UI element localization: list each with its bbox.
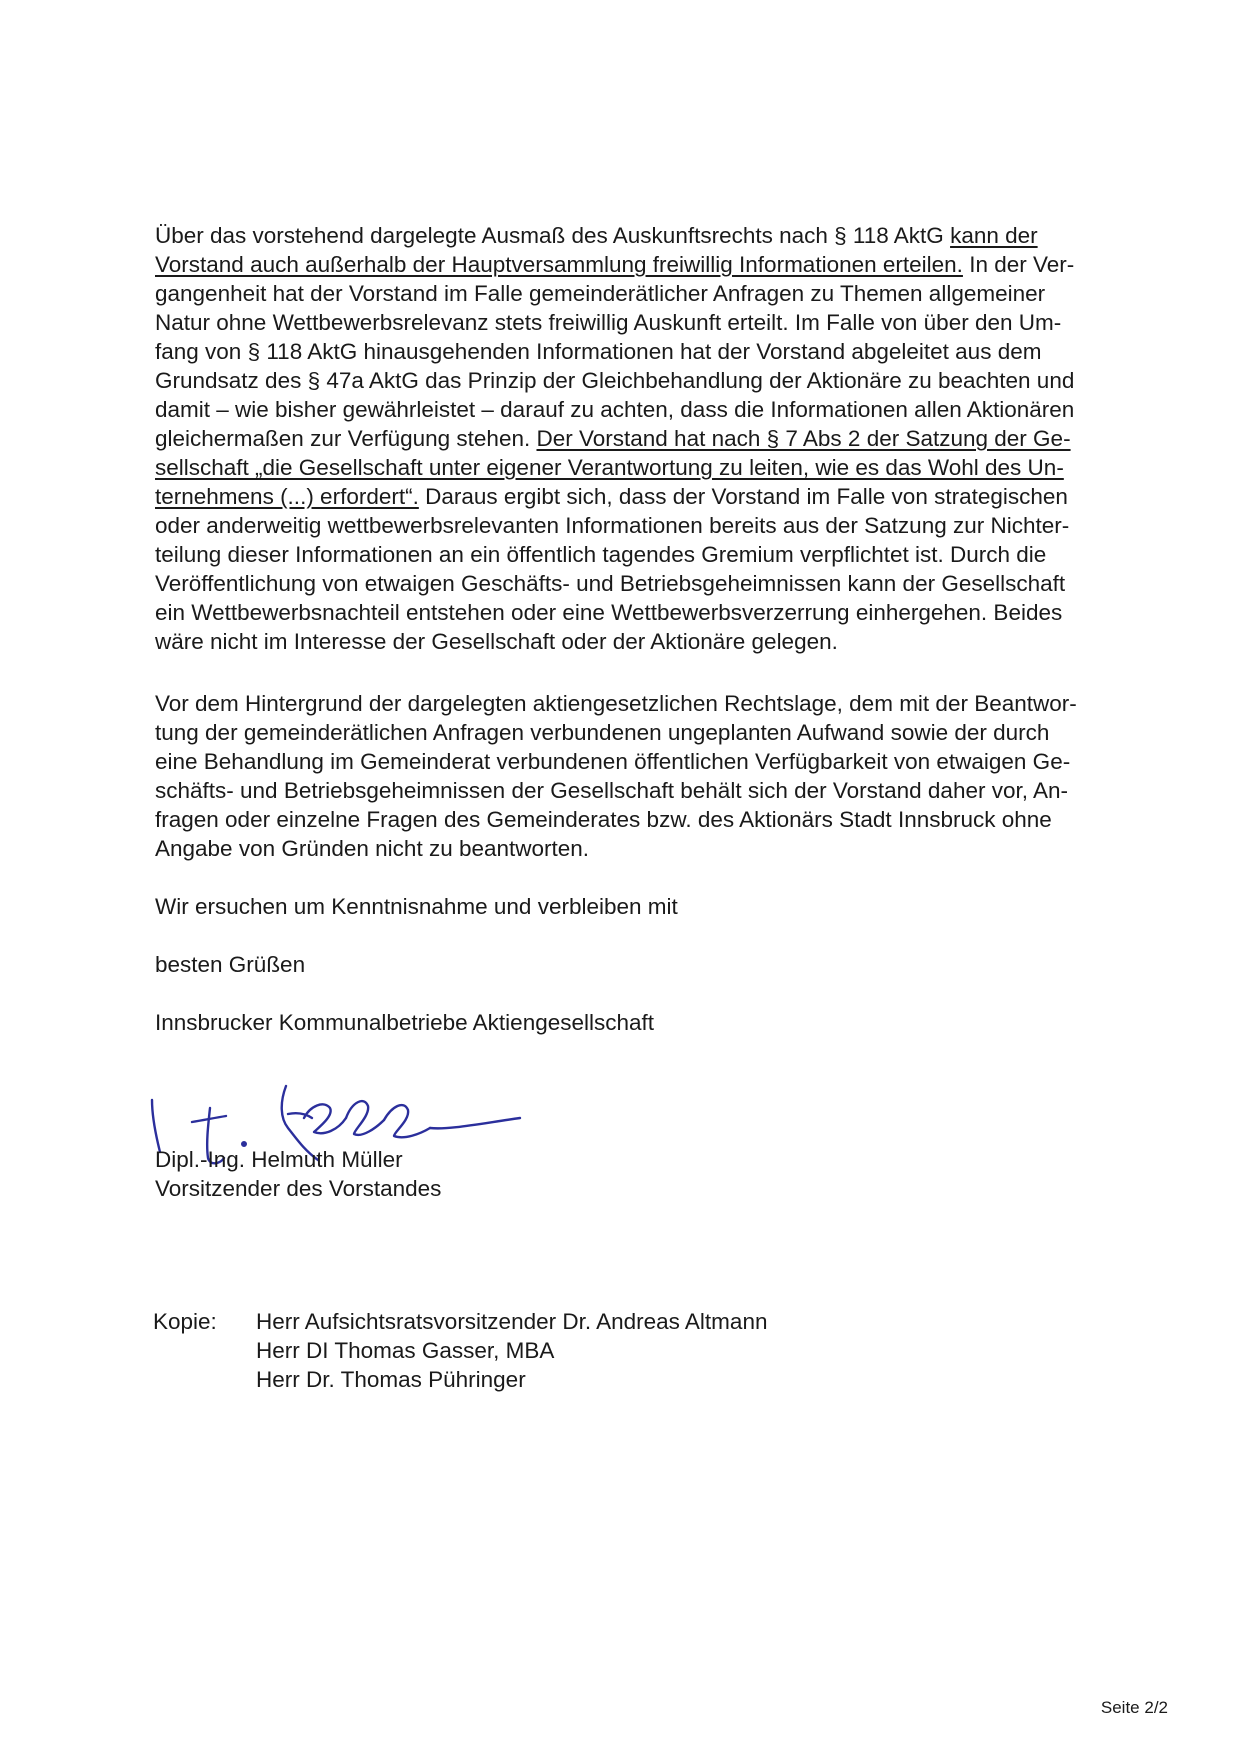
signatory-name: Dipl.-Ing. Helmuth Müller bbox=[155, 1147, 403, 1172]
underlined-text: sellschaft „die Gesellschaft unter eigener Verantwortung zu leiten, wie es das Wohl des Un- bbox=[155, 455, 1064, 480]
underlined-text: Vorstand auch außerhalb der Hauptversammlung freiwillig Informationen erteilen. bbox=[155, 252, 963, 277]
paragraph-1-line-13: Veröffentlichung von etwaigen Geschäfts- und Betriebsgeheimnissen kann der Gesellschaft bbox=[155, 571, 1066, 596]
paragraph-1-line-2 bbox=[155, 250, 1074, 279]
underlined-text: ternehmens (...) erfordert“. bbox=[155, 484, 419, 509]
copy-recipient: Herr Aufsichtsratsvorsitzender Dr. Andreas Altmann bbox=[256, 1309, 768, 1334]
paragraph-2-line-6: Angabe von Gründen nicht zu beantworten. bbox=[155, 836, 590, 861]
paragraph-2-line-5: fragen oder einzelne Fragen des Gemeinderates bzw. des Aktionärs Stadt Innsbruck ohne bbox=[155, 807, 1052, 832]
copy-recipient: Herr DI Thomas Gasser, MBA bbox=[256, 1338, 555, 1363]
paragraph-1-line-11: oder anderweitig wettbewerbsrelevanten Informationen bereits aus der Satzung zur Nichter- bbox=[155, 513, 1070, 538]
paragraph-1-line-14: ein Wettbewerbsnachteil entstehen oder eine Wettbewerbsverzerrung einhergehen. Beides bbox=[155, 600, 1063, 625]
paragraph-2-line-1: Vor dem Hintergrund der dargelegten aktiengesetzlichen Rechtslage, dem mit der Beantwor- bbox=[155, 691, 1077, 716]
paragraph-1-line-3: gangenheit hat der Vorstand im Falle gemeinderätlicher Anfragen zu Themen allgemeiner bbox=[155, 281, 1046, 306]
text-span: Daraus ergibt sich, dass der Vorstand im Falle von strategischen bbox=[418, 484, 1068, 509]
underlined-text: Der Vorstand hat nach § 7 Abs 2 der Satzung der Ge- bbox=[536, 426, 1071, 451]
company-name: Innsbrucker Kommunalbetriebe Aktiengesellschaft bbox=[155, 1010, 655, 1035]
text-span: In der Ver- bbox=[962, 252, 1075, 277]
underlined-text: kann der bbox=[950, 223, 1038, 248]
paragraph-2-line-2: tung der gemeinderätlichen Anfragen verbundenen ungeplanten Aufwand sowie der durch bbox=[155, 720, 1050, 745]
paragraph-1-line-7: damit – wie bisher gewährleistet – darauf zu achten, dass die Informationen allen Aktionären bbox=[155, 397, 1075, 422]
paragraph-1-line-8 bbox=[155, 424, 1071, 453]
paragraph-1-line-5: fang von § 118 AktG hinausgehenden Informationen hat der Vorstand abgeleitet aus dem bbox=[155, 339, 1042, 364]
paragraph-1-line-4: Natur ohne Wettbewerbsrelevanz stets freiwillig Auskunft erteilt. Im Falle von über den Um- bbox=[155, 310, 1062, 335]
page-number: Seite 2/2 bbox=[1100, 1698, 1168, 1717]
text-span: gleichermaßen zur Verfügung stehen. bbox=[155, 426, 537, 451]
copy-label: Kopie: bbox=[153, 1309, 217, 1334]
text-span: Über das vorstehend dargelegte Ausmaß des Auskunftsrechts nach § 118 AktG bbox=[155, 223, 951, 248]
copy-recipient: Herr Dr. Thomas Pühringer bbox=[256, 1367, 526, 1392]
paragraph-1-line-1 bbox=[155, 221, 1038, 250]
greeting: besten Grüßen bbox=[155, 952, 306, 977]
paragraph-1-line-12: teilung dieser Informationen an ein öffentlich tagendes Gremium verpflichtet ist. Durch die bbox=[155, 542, 1047, 567]
paragraph-1-line-15: wäre nicht im Interesse der Gesellschaft oder der Aktionäre gelegen. bbox=[155, 629, 838, 654]
paragraph-1-line-10 bbox=[155, 482, 1068, 511]
paragraph-2-line-3: eine Behandlung im Gemeinderat verbundenen öffentlichen Verfügbarkeit von etwaigen Ge- bbox=[155, 749, 1071, 774]
closing-line: Wir ersuchen um Kenntnisnahme und verbleiben mit bbox=[155, 894, 678, 919]
signatory-title: Vorsitzender des Vorstandes bbox=[155, 1176, 442, 1201]
paragraph-2-line-4: schäfts- und Betriebsgeheimnissen der Gesellschaft behält sich der Vorstand daher vor, An- bbox=[155, 778, 1069, 803]
paragraph-1-line-6: Grundsatz des § 47a AktG das Prinzip der Gleichbehandlung der Aktionäre zu beachten und bbox=[155, 368, 1075, 393]
paragraph-1-line-9 bbox=[155, 453, 1064, 482]
